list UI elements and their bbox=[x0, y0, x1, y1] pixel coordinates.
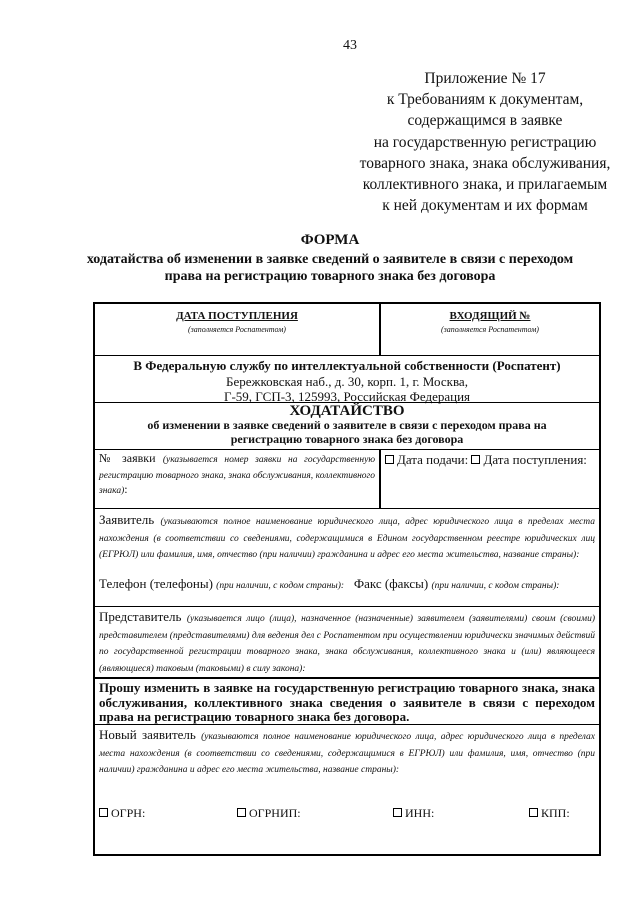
petition-subtitle-line: об изменении в заявке сведений о заявителе в связи с переходом права на bbox=[147, 418, 547, 432]
applicant-note: (указываются полное наименование юридического лица, адрес юридического лица в пределах места нахождения (в соответствии со сведениями, содержащимися в Едином государственном реестре юридических лиц (ЕГРЮЛ) или фамилия, имя, отчество (при наличии) гражданина и адрес его места жительства, название страны): bbox=[99, 517, 595, 560]
application-number-field[interactable] bbox=[93, 449, 381, 509]
filing-date-label: Дата подачи: bbox=[397, 452, 469, 467]
incoming-number-label: ВХОДЯЩИЙ № bbox=[449, 310, 531, 322]
phone-note: (при наличии, с кодом страны): bbox=[216, 580, 345, 591]
request-statement: Прошу изменить в заявке на государственную регистрацию товарного знака, знака обслуживания, коллективного знака сведения о заявителе в связи с переходом права на регистрацию товарного знака без договора. bbox=[93, 678, 601, 725]
applicant-field[interactable] bbox=[93, 508, 601, 607]
petition-subtitle-line: регистрацию товарного знака без договора bbox=[230, 432, 464, 446]
phone-label: Телефон (телефоны) bbox=[99, 575, 213, 591]
form-title-line: ходатайства об изменении в заявке сведений о заявителе в связи с переходом bbox=[86, 252, 574, 267]
application-number-note: (указывается номер заявки на государственную регистрацию товарного знака, знака обслуживания, коллективного знака) bbox=[99, 455, 376, 496]
petition-title: ХОДАТАЙСТВО bbox=[289, 403, 405, 419]
inn-label: ИНН: bbox=[405, 806, 435, 820]
rospatent-address-line: Бережковская наб., д. 30, корп. 1, г. Москва, bbox=[226, 373, 468, 389]
representative-field[interactable] bbox=[93, 606, 601, 678]
incoming-number-field[interactable] bbox=[379, 302, 601, 356]
receipt-date-field[interactable] bbox=[93, 302, 381, 356]
form-title-line: права на регистрацию товарного знака без договора bbox=[164, 269, 496, 284]
appendix-line: Приложение № 17 bbox=[424, 70, 546, 87]
inn-option[interactable] bbox=[393, 807, 434, 821]
kpp-option[interactable] bbox=[529, 807, 570, 821]
representative-note: (указывается лицо (лица), назначенное (назначенные) заявителем (заявителями) своим (своими) представителем (представителями) для ведения дел с Роспатентом при осуществлении юридически значимых действий по государственной регистрации товарного знака, знака обслуживания, коллективного знака и (или) являющееся (являющиеся) таковым (таковыми) в силу закона): bbox=[99, 614, 596, 674]
receipt-date-label: ДАТА ПОСТУПЛЕНИЯ bbox=[176, 310, 298, 322]
receipt-date-note: (заполняется Роспатентом) bbox=[188, 325, 286, 334]
contact-line bbox=[99, 577, 595, 594]
new-applicant-note: (указываются полное наименование юридического лица, адрес юридического лица в пределах места нахождения (в соответствии со сведениями, содержащимися в ЕГРЮЛ) или фамилия, имя, отчество (при наличии) гражданина и адрес его места жительства, название страны): bbox=[99, 732, 596, 775]
ogrnip-option[interactable] bbox=[237, 807, 301, 821]
fax-label: Факс (факсы) bbox=[353, 575, 429, 591]
ogrn-checkbox[interactable] bbox=[99, 808, 108, 817]
fax-note: (при наличии, с кодом страны): bbox=[431, 580, 560, 591]
receipt-date-check-label: Дата поступления: bbox=[483, 452, 587, 467]
filing-dates-field bbox=[379, 449, 601, 509]
ogrnip-checkbox[interactable] bbox=[237, 808, 246, 817]
page-number: 43 bbox=[343, 38, 357, 53]
application-number-label: № заявки bbox=[99, 451, 156, 465]
rospatent-name: В Федеральную службу по интеллектуальной собственности (Роспатент) bbox=[133, 358, 561, 373]
rospatent-address-line: Г-59, ГСП-3, 125993, Российская Федерация bbox=[223, 389, 471, 404]
incoming-number-note: (заполняется Роспатентом) bbox=[441, 325, 539, 334]
kpp-label: КПП: bbox=[541, 806, 570, 820]
appendix-line: к ней документам и их формам bbox=[382, 197, 588, 215]
form-heading: ФОРМА bbox=[300, 232, 360, 248]
receipt-date-checkbox[interactable] bbox=[471, 455, 480, 464]
appendix-line: содержащимся в заявке bbox=[407, 112, 563, 130]
representative-label: Представитель bbox=[99, 609, 182, 624]
petition-header bbox=[93, 402, 601, 450]
ogrn-option[interactable] bbox=[99, 807, 145, 821]
appendix-caption bbox=[350, 68, 620, 216]
applicant-label: Заявитель bbox=[99, 512, 155, 527]
rospatent-address-block bbox=[93, 355, 601, 403]
form-title bbox=[60, 232, 600, 285]
new-applicant-label: Новый заявитель bbox=[99, 727, 196, 742]
ogrn-label: ОГРН: bbox=[111, 806, 146, 820]
appendix-line: на государственную регистрацию bbox=[373, 133, 597, 151]
appendix-line: товарного знака, знака обслуживания, bbox=[359, 154, 611, 172]
application-number-colon: : bbox=[124, 482, 128, 496]
filing-date-checkbox[interactable] bbox=[385, 455, 394, 464]
kpp-checkbox[interactable] bbox=[529, 808, 538, 817]
appendix-line: к Требованиям к документам, bbox=[386, 91, 584, 109]
ogrnip-label: ОГРНИП: bbox=[249, 806, 301, 820]
appendix-line: коллективного знака, и прилагаемым bbox=[362, 176, 608, 194]
new-applicant-field[interactable] bbox=[93, 724, 601, 856]
inn-checkbox[interactable] bbox=[393, 808, 402, 817]
